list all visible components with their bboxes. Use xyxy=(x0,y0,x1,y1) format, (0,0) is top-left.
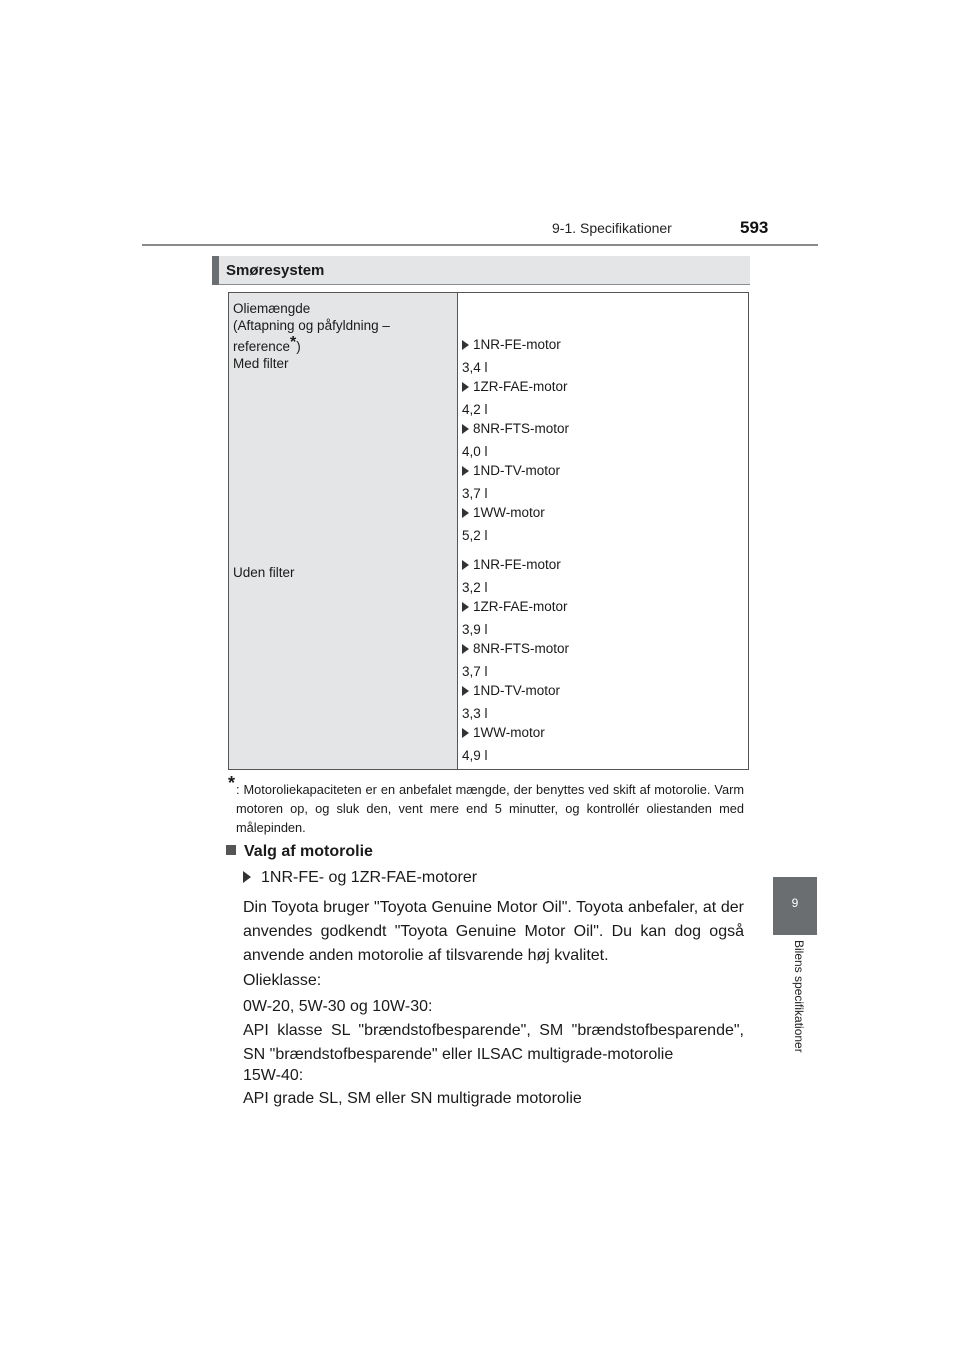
chapter-number: 9 xyxy=(791,896,799,910)
engine-item xyxy=(462,683,560,698)
arrow-right-icon xyxy=(462,602,469,612)
engine-name: 1ZR-FAE-motor xyxy=(473,379,568,394)
engine-variant xyxy=(243,869,477,887)
arrow-right-icon xyxy=(462,424,469,434)
engine-item xyxy=(462,641,569,656)
engine-item xyxy=(462,505,545,520)
label-paren: ) xyxy=(296,339,301,354)
engine-item xyxy=(462,557,561,572)
grade-text: API klasse SL "brændstofbesparende", SM "brændstofbesparende", SN "brændstofbesparende" eller ILSAC multigrade-motorolie xyxy=(243,1022,744,1063)
page-number: 593 xyxy=(740,218,769,237)
section-reference: 9-1. Specifikationer xyxy=(552,220,672,236)
chapter-label: Bilens specifikationer xyxy=(792,940,806,1053)
engine-item xyxy=(462,463,560,478)
engine-name: 8NR-FTS-motor xyxy=(473,421,570,436)
oil-value: 3,7 l xyxy=(462,664,488,679)
oil-value: 3,3 l xyxy=(462,706,488,721)
label-with-filter: Med filter xyxy=(233,356,289,371)
oil-value: 3,4 l xyxy=(462,360,488,375)
square-bullet-icon xyxy=(226,845,236,855)
grade-text: API grade SL, SM eller SN multigrade motorolie xyxy=(243,1090,582,1107)
engine-item xyxy=(462,421,569,436)
engine-name: 1ND-TV-motor xyxy=(473,683,561,698)
engine-variant-label: 1NR-FE- og 1ZR-FAE-motorer xyxy=(261,869,478,886)
footnote-marker: * xyxy=(228,773,236,793)
intro-paragraph: Din Toyota bruger "Toyota Genuine Motor Oil". Toyota anbefaler, at der anvendes godkendt "Toyota Genuine Motor Oil". Du kan dog også anvende anden motorolie af tilsvarende høj kvalitet. xyxy=(243,899,744,964)
engine-name: 1ND-TV-motor xyxy=(473,463,561,478)
section-heading-accent xyxy=(212,256,219,285)
footnote-text: : Motoroliekapaciteten er en anbefalet mængde, der benyttes ved skift af motorolie. Varm motoren op, og sluk den, vent mere end 5 minutter, og kontrollér oliestanden med målepinden. xyxy=(236,782,744,835)
oil-value: 4,2 l xyxy=(462,402,488,417)
engine-name: 1WW-motor xyxy=(473,725,545,740)
arrow-right-icon xyxy=(462,686,469,696)
engine-name: 8NR-FTS-motor xyxy=(473,641,570,656)
footnote-marker: * xyxy=(290,334,297,351)
label-line: Oliemængde xyxy=(233,301,311,316)
grade-title: 0W-20, 5W-30 og 10W-30: xyxy=(243,998,433,1015)
arrow-right-icon xyxy=(462,340,469,350)
label-line: (Aftapning og påfyldning – xyxy=(233,318,390,333)
subsection-title: Valg af motorolie xyxy=(244,843,373,860)
arrow-right-icon xyxy=(462,466,469,476)
engine-item xyxy=(462,599,568,614)
label-reference: reference xyxy=(233,339,291,354)
engine-name: 1WW-motor xyxy=(473,505,545,520)
label-line xyxy=(233,334,448,355)
oil-value: 3,9 l xyxy=(462,622,488,637)
arrow-right-icon xyxy=(462,728,469,738)
label-without-filter: Uden filter xyxy=(233,565,295,580)
arrow-right-icon xyxy=(243,871,251,883)
engine-item xyxy=(462,337,561,352)
subsection-heading xyxy=(226,843,373,861)
arrow-right-icon xyxy=(462,382,469,392)
engine-name: 1ZR-FAE-motor xyxy=(473,599,568,614)
oil-quantity-label xyxy=(233,300,448,372)
header-rule xyxy=(142,244,818,246)
oil-value: 3,7 l xyxy=(462,486,488,501)
oil-value: 5,2 l xyxy=(462,528,488,543)
arrow-right-icon xyxy=(462,508,469,518)
oil-value: 4,9 l xyxy=(462,748,488,763)
arrow-right-icon xyxy=(462,560,469,570)
oil-class-label: Olieklasse: xyxy=(243,972,322,989)
oil-value: 4,0 l xyxy=(462,444,488,459)
engine-item xyxy=(462,379,568,394)
arrow-right-icon xyxy=(462,644,469,654)
section-title: Smøresystem xyxy=(226,262,325,279)
engine-name: 1NR-FE-motor xyxy=(473,557,561,572)
grade-title: 15W-40: xyxy=(243,1067,304,1084)
engine-item xyxy=(462,725,545,740)
engine-name: 1NR-FE-motor xyxy=(473,337,561,352)
oil-value: 3,2 l xyxy=(462,580,488,595)
